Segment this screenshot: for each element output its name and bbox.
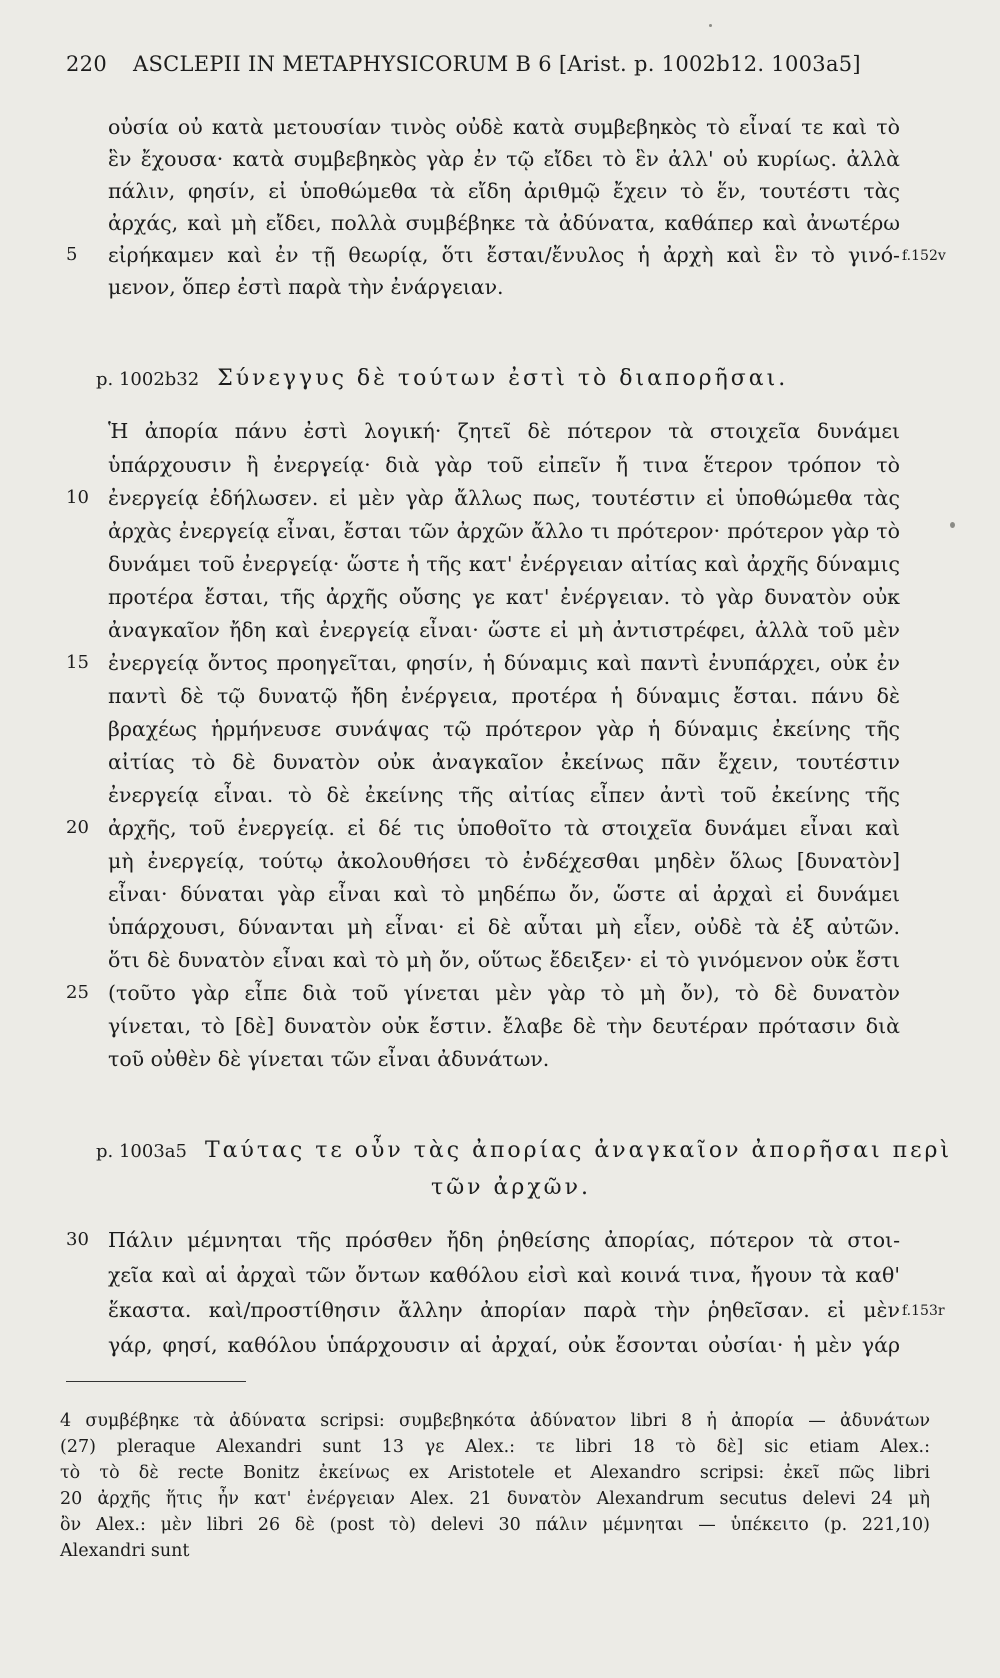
text-line: χεῖα καὶ αἱ ἀρχαὶ τῶν ὄντων καθόλου εἰσὶ καὶ κοινά τινα, ἤγουν τὰ καθ' [108, 1263, 900, 1287]
text-line: εἶναι· δύναται γὰρ εἶναι καὶ τὸ μηδέπω ὄν, ὥστε αἱ ἀρχαὶ εἰ δυνάμει [108, 882, 900, 906]
line-number: 5 [66, 244, 78, 265]
page-number: 220 [66, 52, 107, 76]
lemma-heading [96, 1137, 953, 1166]
footnote-line: τὸ τὸ δὲ recte Bonitz ἐκείνως ex Aristotele et Alexandro scripsi: ἐκεῖ πῶς libri [60, 1463, 930, 1483]
text-line: αἰτίας τὸ δὲ δυνατὸν οὐκ ἀναγκαῖον ἐκείνως πᾶν ἔχειν, τουτέστιν [108, 750, 900, 774]
text-line: ὑπάρχουσιν ἢ ἐνεργείᾳ· διὰ γὰρ τοῦ εἰπεῖν ἤ τινα ἕτερον τρόπον τὸ [108, 453, 900, 477]
text-line: οὐσία οὐ κατὰ μετουσίαν τινὸς οὐδὲ κατὰ συμβεβηκὸς τὸ εἶναί τε καὶ τὸ [108, 115, 900, 139]
text-line: ὅτι δὲ δυνατὸν εἶναι καὶ τὸ μὴ ὄν, οὕτως ἔδειξεν· εἰ τὸ γινόμενον οὐκ ἔστι [108, 948, 900, 972]
scan-speck [950, 522, 955, 528]
lemma-reference: p. 1002b32 [96, 369, 200, 390]
text-line: (τοῦτο γὰρ εἶπε διὰ τοῦ γίνεται μὲν γὰρ τὸ μὴ ὄν), τὸ δὲ δυνατὸν [108, 981, 900, 1005]
text-line: πάλιν, φησίν, εἰ ὑποθώμεθα τὰ εἴδη ἀριθμῷ ἔχειν τὸ ἕν, τουτέστι τὰς [108, 179, 900, 203]
text-line: ἕκαστα. καὶ/προστίθησιν ἄλλην ἀπορίαν παρὰ τὴν ῥηθεῖσαν. εἰ μὲν [108, 1298, 900, 1322]
text-line: ἀρχὰς ἐνεργείᾳ εἶναι, ἔσται τῶν ἀρχῶν ἄλλο τι πρότερον· πρότερον γὰρ τὸ [108, 519, 900, 543]
line-number: 15 [66, 652, 89, 673]
text-line: μὴ ἐνεργείᾳ, τούτῳ ἀκολουθήσει τὸ ἐνδέχεσθαι μηδὲν ὅλως [δυνατὸν] [108, 849, 900, 873]
text-line: Ἡ ἀπορία πάνυ ἐστὶ λογική· ζητεῖ δὲ πότερον τὰ στοιχεῖα δυνάμει [108, 419, 900, 443]
text-line: γάρ, φησί, καθόλου ὑπάρχουσιν αἱ ἀρχαί, οὐκ ἔσονται οὐσίαι· ἡ μὲν γάρ [108, 1333, 900, 1357]
running-head [66, 52, 941, 76]
line-number: 30 [66, 1229, 89, 1250]
text-line: προτέρα ἔσται, τῆς ἀρχῆς οὔσης γε κατ' ἐνέργειαν. τὸ γὰρ δυνατὸν οὐκ [108, 585, 900, 609]
folio-marker: f.153r [902, 1303, 945, 1319]
text-line: ἐνεργείᾳ ὄντος προηγεῖται, φησίν, ἡ δύναμις καὶ παντὶ ἐνυπάρχει, οὐκ ἐν [108, 651, 900, 675]
folio-marker: f.152v [902, 248, 946, 264]
text-line: ἐνεργείᾳ εἶναι. τὸ δὲ ἐκείνης τῆς αἰτίας εἶπεν ἀντὶ τοῦ ἐκείνης τῆς [108, 783, 900, 807]
lemma-text: Ταύτας τε οὖν τὰς ἀπορίας ἀναγκαῖον ἀπορῆσαι περὶ [204, 1138, 953, 1163]
lemma-reference: p. 1003a5 [96, 1141, 187, 1162]
footnote-line: Alexandri sunt [60, 1541, 190, 1561]
lemma-continuation: τῶν ἀρχῶν. [431, 1175, 591, 1200]
text-line: ἐνεργείᾳ ἐδήλωσεν. εἰ μὲν γὰρ ἄλλως πως, τουτέστιν εἰ ὑποθώμεθα τὰς [108, 486, 900, 510]
footnote-line: 20 ἀρχῆς ἥτις ἦν κατ' ἐνέργειαν Alex. 21 δυνατὸν Alexandrum secutus delevi 24 μὴ [60, 1489, 930, 1509]
text-line: ἓν ἔχουσα· κατὰ συμβεβηκὸς γὰρ ἐν τῷ εἴδει τὸ ἓν ἀλλ' οὐ κυρίως. ἀλλὰ [108, 147, 900, 171]
line-number: 20 [66, 817, 89, 838]
text-line: μενον, ὅπερ ἐστὶ παρὰ τὴν ἐνάργειαν. [108, 275, 504, 299]
text-line: γίνεται, τὸ [δὲ] δυνατὸν οὐκ ἔστιν. ἔλαβε δὲ τὴν δευτέραν πρότασιν διὰ [108, 1014, 900, 1038]
text-line: τοῦ οὐθὲν δὲ γίνεται τῶν εἶναι ἀδυνάτων. [108, 1047, 550, 1071]
text-line: δυνάμει τοῦ ἐνεργείᾳ· ὥστε ἡ τῆς κατ' ἐνέργειαν αἰτίας καὶ ἀρχῆς δύναμις [108, 552, 900, 576]
text-line: βραχέως ἡρμήνευσε συνάψας τῷ πρότερον γὰρ ἡ δύναμις ἐκείνης τῆς [108, 717, 900, 741]
running-title: ASCLEPII IN METAPHYSICORUM B 6 [Arist. p. 1002b12. 1003a5] [132, 52, 861, 76]
text-line: Πάλιν μέμνηται τῆς πρόσθεν ἤδη ῥηθείσης ἀπορίας, πότερον τὰ στοι- [108, 1228, 900, 1252]
footnote-line: 4 συμβέβηκε τὰ ἀδύνατα scripsi: συμβεβηκότα ἀδύνατον libri 8 ἡ ἀπορία — ἀδυνάτων [60, 1411, 930, 1431]
lemma-heading [96, 365, 926, 394]
line-number: 25 [66, 982, 89, 1003]
lemma-text: Σύνεγγυς δὲ τούτων ἐστὶ τὸ διαπορῆσαι. [217, 366, 789, 391]
text-line: ἀναγκαῖον ἤδη καὶ ἐνεργείᾳ εἶναι· ὥστε εἰ μὴ ἀντιστρέφει, ἀλλὰ τοῦ μὲν [108, 618, 900, 642]
text-line: παντὶ δὲ τῷ δυνατῷ ἤδη ἐνέργεια, προτέρα ἡ δύναμις ἔσται. πάνυ δὲ [108, 684, 900, 708]
text-line: εἰρήκαμεν καὶ ἐν τῇ θεωρίᾳ, ὅτι ἔσται/ἔνυλος ἡ ἀρχὴ καὶ ἓν τὸ γινό- [108, 243, 900, 267]
text-line: ἀρχάς, καὶ μὴ εἴδει, πολλὰ συμβέβηκε τὰ ἀδύνατα, καθάπερ καὶ ἀνωτέρω [108, 211, 900, 235]
text-line: ἀρχῆς, τοῦ ἐνεργείᾳ. εἰ δέ τις ὑποθοῖτο τὰ στοιχεῖα δυνάμει εἶναι καὶ [108, 816, 900, 840]
footnote-line: ὂν Alex.: μὲν libri 26 δὲ (post τὸ) delevi 30 πάλιν μέμνηται — ὑπέκειτο (p. 221,10) [60, 1515, 930, 1535]
footnote-rule [66, 1381, 246, 1382]
footnote-line: (27) pleraque Alexandri sunt 13 γε Alex.: τε libri 18 τὸ δὲ] sic etiam Alex.: [60, 1437, 930, 1457]
scan-speck [709, 24, 712, 27]
line-number: 10 [66, 487, 89, 508]
text-line: ὑπάρχουσι, δύνανται μὴ εἶναι· εἰ δὲ αὗται μὴ εἶεν, οὐδὲ τὰ ἐξ αὐτῶν. [108, 915, 900, 939]
